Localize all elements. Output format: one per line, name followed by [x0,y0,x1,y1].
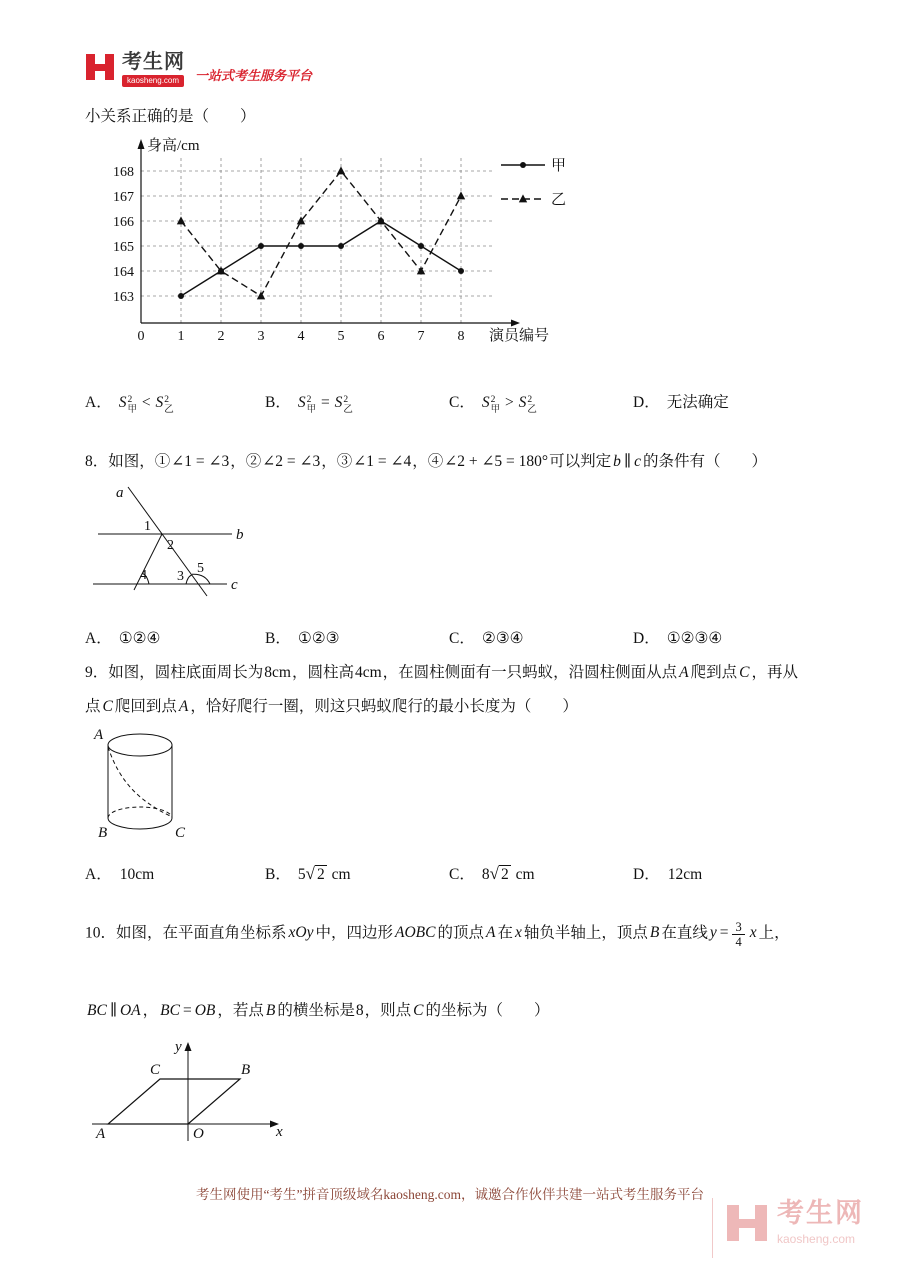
math-variable: b [613,453,621,470]
label-angle-1: 1 [144,519,151,534]
math-fragment: 8cm [264,664,291,681]
q9-option-b-value [298,866,352,883]
math-fragment: = [317,394,334,411]
q10-figure [80,1037,295,1157]
label-angle-2: 2 [167,538,174,553]
math-fragment: 10cm [119,866,155,883]
svg-text:3: 3 [257,329,265,344]
svg-text:8: 8 [457,329,465,344]
cylinder-bottom-front [108,818,172,829]
q7-option-b [265,390,353,415]
q8-option-b [265,626,340,648]
brand-domain: kaosheng.com [122,75,184,87]
watermark-domain: kaosheng.com [777,1232,856,1246]
math-fragment: cm [511,866,535,883]
svg-text:2: 2 [217,329,225,344]
label-y-axis: y [175,1039,182,1055]
sup-sub-symbol: S 2 乙 [334,394,353,415]
brand-tagline: 一站式考生服务平台 [195,68,313,83]
q9-option-c-label: C． [449,866,475,883]
q8-option-c-text: ②③④ [481,630,524,647]
q8-option-c-label: C． [449,630,475,647]
square-root: 5√ 2 [297,864,325,883]
q7-stem: 小关系正确的是（ ） [85,108,256,125]
watermark-h-icon [725,1201,769,1245]
ant-path [108,747,170,816]
svg-text:甲: 甲 [551,158,567,174]
q7-option-d-text: 无法确定 [666,394,729,411]
brand-name: 考生网 [122,51,185,73]
square-root: 8√ 2 [481,864,509,883]
q9-option-d [633,862,703,884]
q7-option-a-label: A． [85,394,112,411]
q8-option-c [449,626,524,648]
math-variable: BC [87,1002,107,1019]
math-variable: x [514,924,522,942]
q8-figure [90,477,265,617]
q9-option-a-value [119,866,155,883]
watermark-brand: 考生网 [777,1198,864,1228]
label-line-b: b [236,527,244,543]
label-x-axis: x [276,1124,283,1140]
math-variable: B [649,924,660,942]
label-point-C: C [150,1062,161,1078]
q9-option-b-label: B． [265,866,291,883]
svg-text:6: 6 [377,329,385,344]
math-variable: AOBC [394,924,436,942]
q8-options [85,626,845,654]
sup-sub-symbol: S 2 甲 [118,394,137,415]
math-fragment: cm [327,866,351,883]
math-variable: C [102,698,113,715]
svg-text:演员编号: 演员编号 [489,328,550,344]
watermark [712,1198,864,1258]
sup-sub-symbol: S 2 甲 [297,394,317,415]
math-variable: BC [160,1002,180,1019]
math-fragment: ∠2 + ∠5 = 180° [444,453,549,470]
label-point-A: A [96,1126,106,1142]
q9-stem-line1: 9．如图，圆柱底面周长为8cm，圆柱高4cm，在圆柱侧面有一只蚂蚁，沿圆柱侧面从点 A 爬到点 C ，再从 [85,664,799,681]
label-line-c: c [231,577,238,593]
math-variable: OA [119,1002,141,1019]
q9-option-a-label: A． [85,866,112,883]
q9-options [85,862,845,890]
q7-option-a-formula [118,394,174,415]
svg-text:4: 4 [297,329,305,344]
math-variable: B [265,1002,276,1019]
page-footer: 考生网使用“考生”拼音顶级域名kaosheng.com，诚邀合作伙伴共建一站式考生服务平台 [195,1187,705,1202]
cylinder-top [108,734,172,756]
sup-sub-symbol: S 2 甲 [481,394,501,415]
svg-text:163: 163 [113,290,134,305]
q8-option-a [85,626,160,648]
q10-stem-line1: 10．如图，在平面直角坐标系 xOy 中，四边形 AOBC 的顶点 A 在 x 轴负半轴上，顶点 B 在直线 y = $\frac{3}{4}$ x 上， [85,920,790,950]
q9-option-a [85,862,155,884]
q7-options [85,390,845,418]
math-fragment: ∥ [109,1002,117,1019]
q7-option-b-formula [297,394,353,415]
label-point-C: C [175,825,186,841]
math-variable: C [413,1002,424,1019]
svg-text:164: 164 [113,265,134,280]
watermark-text-block [777,1198,864,1246]
math-variable: C [739,664,750,681]
q7-option-c [449,390,537,415]
q9-stem-line2: 点 C 爬回到点 A ，恰好爬行一圈，则这只蚂蚁爬行的最小长度为（ ） [85,698,578,715]
height-line-chart [103,133,603,353]
parallelogram-AOBC [108,1079,240,1124]
math-variable: A [178,698,189,715]
brand-h-icon [85,52,115,82]
q8-option-d-text: ①②③④ [666,630,723,647]
chart-svg [103,133,603,348]
label-line-a: a [116,485,124,501]
sup-sub-symbol: S 2 乙 [155,394,174,415]
math-fragment: ∠1 = ∠4 [353,453,412,470]
svg-text:167: 167 [113,190,134,205]
svg-text:乙: 乙 [551,192,567,208]
svg-text:0: 0 [137,329,145,344]
q9-option-c [449,862,536,884]
q7-option-b-label: B． [265,394,291,411]
label-point-A: A [94,727,104,743]
q9-figure [88,723,223,853]
svg-text:身高/cm: 身高/cm [147,138,200,154]
label-origin-O: O [193,1126,204,1142]
q8-option-b-label: B． [265,630,291,647]
brand-text-block [122,52,185,87]
label-angle-5: 5 [197,561,204,576]
math-fragment: = [719,924,729,942]
label-point-B: B [98,825,108,841]
q7-option-c-label: C． [449,394,475,411]
math-fragment: = [182,1002,192,1019]
q8-option-d [633,626,722,648]
svg-text:166: 166 [113,215,134,230]
label-point-B: B [241,1062,251,1078]
label-angle-4: 4 [140,568,147,583]
q9-option-b [265,862,352,884]
label-angle-3: 3 [177,569,184,584]
sup-sub-symbol: S 2 乙 [518,394,537,415]
q10-figure-svg [80,1037,295,1152]
math-variable: x [749,924,757,942]
angle3-arc [186,575,192,584]
svg-text:168: 168 [113,165,134,180]
svg-text:165: 165 [113,240,134,255]
math-variable: c [634,453,641,470]
math-variable: y [709,924,717,942]
q8-figure-svg [90,477,265,612]
fraction: $\frac{3}{4}$ [732,920,744,950]
q10-stem-line2: BC ∥ OA ， BC = OB ，若点 B 的横坐标是8，则点 C 的坐标为（ ） [87,1002,550,1019]
q8-option-b-text: ①②③ [297,630,340,647]
q7-option-d [633,390,729,412]
q8-option-a-text: ①②④ [118,630,161,647]
math-fragment: ∠1 = ∠3 [171,453,230,470]
svg-text:1: 1 [177,329,185,344]
math-variable: OB [194,1002,216,1019]
q7-option-d-label: D． [633,394,660,411]
math-fragment: ∠2 = ∠3 [262,453,321,470]
svg-text:5: 5 [337,329,345,344]
math-fragment: ∥ [623,453,632,470]
watermark-divider [712,1198,713,1258]
svg-text:7: 7 [417,329,425,344]
math-fragment: > [501,394,518,411]
math-fragment: 12cm [667,866,703,883]
math-variable: A [485,924,496,942]
math-fragment: 4cm [354,664,382,681]
math-variable: xOy [288,924,314,942]
q9-option-d-label: D． [633,866,660,883]
q9-figure-svg [88,723,223,848]
q7-option-a [85,390,174,415]
q7-option-c-formula [481,394,537,415]
q8-option-a-label: A． [85,630,112,647]
math-fragment: < [137,394,155,411]
math-fragment: 8 [355,1002,364,1019]
q8-stem: 8．如图，①∠1 = ∠3，②∠2 = ∠3，③∠1 = ∠4，④∠2 + ∠5 = 180°可以判定 b ∥ c 的条件有（ ） [85,453,767,470]
q9-option-c-value [482,866,536,883]
site-logo [85,52,312,87]
q8-option-d-label: D． [633,630,660,647]
y-axis-arrow [185,1042,192,1051]
q9-option-d-value [667,866,703,883]
math-variable: A [679,664,689,681]
